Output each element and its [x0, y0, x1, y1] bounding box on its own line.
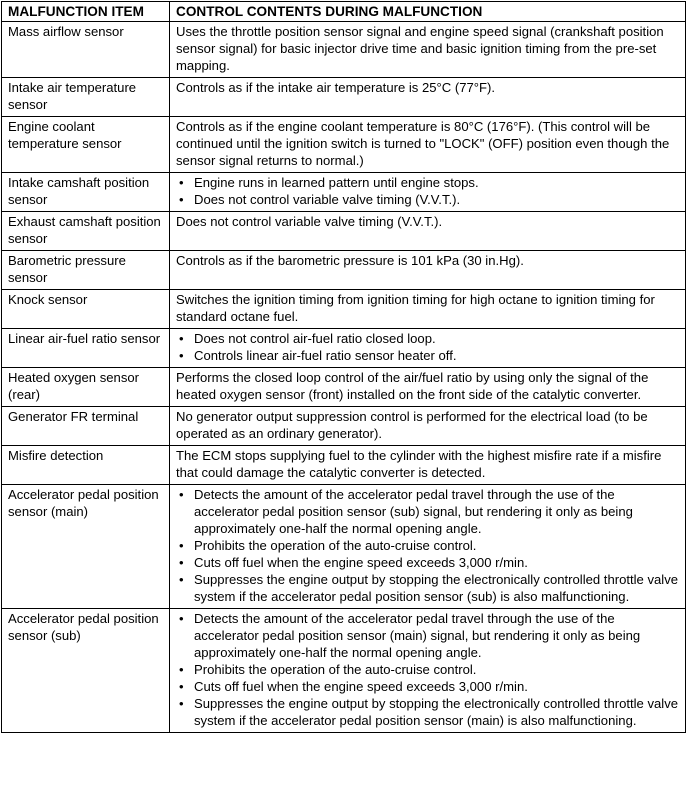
control-contents-cell: Does not control variable valve timing (V.V.T.).	[170, 212, 686, 251]
control-contents-cell	[170, 329, 686, 368]
table-row	[2, 485, 686, 609]
table-row	[2, 609, 686, 733]
table-row	[2, 117, 686, 173]
control-bullet-item: • Does not control variable valve timing (V.V.T.).	[176, 191, 681, 208]
control-contents-cell: Performs the closed loop control of the air/fuel ratio by using only the signal of the heated oxygen sensor (front) installed on the front side of the catalytic converter.	[170, 368, 686, 407]
header-malfunction-item: MALFUNCTION ITEM	[2, 2, 170, 22]
control-contents-cell: Controls as if the barometric pressure is 101 kPa (30 in.Hg).	[170, 251, 686, 290]
malfunction-item-cell: Exhaust camshaft position sensor	[2, 212, 170, 251]
control-bullet-item: • Controls linear air-fuel ratio sensor heater off.	[176, 347, 681, 364]
control-bullet-item: • Suppresses the engine output by stopping the electronically controlled throttle valve system if the accelerator pedal position sensor (sub) is also malfunctioning.	[176, 571, 681, 605]
table-row	[2, 446, 686, 485]
control-bullet-list	[176, 610, 681, 729]
malfunction-item-cell: Barometric pressure sensor	[2, 251, 170, 290]
control-bullet-item: • Does not control air-fuel ratio closed loop.	[176, 330, 681, 347]
malfunction-item-cell: Misfire detection	[2, 446, 170, 485]
table-row	[2, 290, 686, 329]
table-row	[2, 22, 686, 78]
control-bullet-item: • Cuts off fuel when the engine speed exceeds 3,000 r/min.	[176, 554, 681, 571]
control-bullet-list	[176, 174, 681, 208]
malfunction-item-cell: Accelerator pedal position sensor (sub)	[2, 609, 170, 733]
control-contents-cell: The ECM stops supplying fuel to the cylinder with the highest misfire rate if a misfire that could damage the catalytic converter is detected.	[170, 446, 686, 485]
malfunction-item-cell: Heated oxygen sensor (rear)	[2, 368, 170, 407]
malfunction-item-cell: Intake camshaft position sensor	[2, 173, 170, 212]
control-bullet-list	[176, 486, 681, 605]
table-row	[2, 329, 686, 368]
control-contents-cell: Controls as if the engine coolant temperature is 80°C (176°F). (This control will be continued until the ignition switch is turned to "LOCK" (OFF) position even though the sensor signal returns to normal.)	[170, 117, 686, 173]
table-row	[2, 173, 686, 212]
malfunction-item-cell: Intake air temperature sensor	[2, 78, 170, 117]
control-bullet-list	[176, 330, 681, 364]
table-row	[2, 212, 686, 251]
malfunction-item-cell: Mass airflow sensor	[2, 22, 170, 78]
control-contents-cell	[170, 173, 686, 212]
control-contents-cell: Switches the ignition timing from ignition timing for high octane to ignition timing for standard octane fuel.	[170, 290, 686, 329]
control-bullet-item: • Detects the amount of the accelerator pedal travel through the use of the accelerator pedal position sensor (main) signal, but rendering it only as being approximately one-half the normal opening angle.	[176, 610, 681, 661]
malfunction-table	[1, 1, 686, 733]
malfunction-item-cell: Accelerator pedal position sensor (main)	[2, 485, 170, 609]
table-row	[2, 251, 686, 290]
control-bullet-item: • Cuts off fuel when the engine speed exceeds 3,000 r/min.	[176, 678, 681, 695]
malfunction-item-cell: Generator FR terminal	[2, 407, 170, 446]
header-control-contents: CONTROL CONTENTS DURING MALFUNCTION	[170, 2, 686, 22]
table-row	[2, 78, 686, 117]
table-row	[2, 407, 686, 446]
malfunction-item-cell: Knock sensor	[2, 290, 170, 329]
table-body	[2, 22, 686, 733]
malfunction-item-cell: Linear air-fuel ratio sensor	[2, 329, 170, 368]
control-bullet-item: • Prohibits the operation of the auto-cruise control.	[176, 661, 681, 678]
control-contents-cell: No generator output suppression control is performed for the electrical load (to be operated as an ordinary generator).	[170, 407, 686, 446]
control-contents-cell	[170, 485, 686, 609]
malfunction-item-cell: Engine coolant temperature sensor	[2, 117, 170, 173]
control-bullet-item: • Detects the amount of the accelerator pedal travel through the use of the accelerator pedal position sensor (sub) signal, but rendering it only as being approximately one-half the normal opening angle.	[176, 486, 681, 537]
control-bullet-item: • Engine runs in learned pattern until engine stops.	[176, 174, 681, 191]
control-contents-cell	[170, 609, 686, 733]
header-row	[2, 2, 686, 22]
table-row	[2, 368, 686, 407]
control-bullet-item: • Prohibits the operation of the auto-cruise control.	[176, 537, 681, 554]
control-bullet-item: • Suppresses the engine output by stopping the electronically controlled throttle valve system if the accelerator pedal position sensor (main) is also malfunctioning.	[176, 695, 681, 729]
control-contents-cell: Controls as if the intake air temperature is 25°C (77°F).	[170, 78, 686, 117]
control-contents-cell: Uses the throttle position sensor signal and engine speed signal (crankshaft position sensor signal) for basic injector drive time and basic ignition timing from the pre-set mapping.	[170, 22, 686, 78]
